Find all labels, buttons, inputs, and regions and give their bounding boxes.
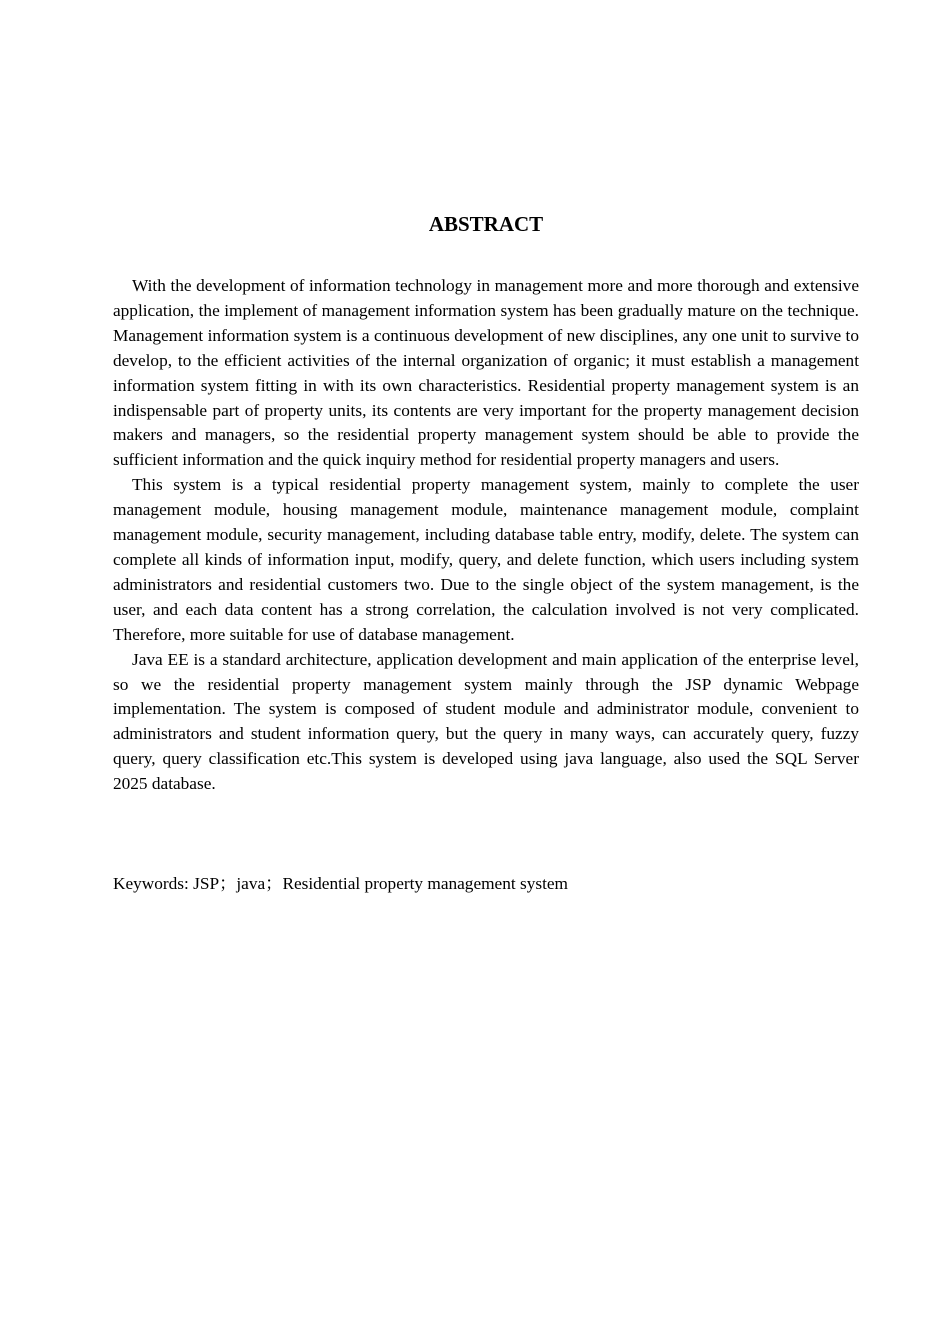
abstract-paragraph-2: This system is a typical residential property management system, mainly to complete the user management module, housing management module, maintenance management module, complaint management module, security management, including database table entry, modify, delete. The system can complete all kinds of information input, modify, query, and delete function, which users including system administrators and residential customers two. Due to the single object of the system management, is the user, and each data content has a strong correlation, the calculation involved is not very complicated. Therefore, more suitable for use of database management. (113, 475, 859, 644)
keywords-line: Keywords: JSP；java；Residential property management system (113, 874, 568, 893)
abstract-body (113, 274, 859, 797)
abstract-paragraph-1: With the development of information technology in management more and more thorough and extensive application, the implement of management information system has been gradually mature on the technique. Management information system is a continuous development of new disciplines, any one unit to survive to develop, to the efficient activities of the internal organization of organic; it must establish a management information system fitting in with its own characteristics. Residential property management system is an indispensable part of property units, its contents are very important for the property management decision makers and managers, so the residential property management system should be able to provide the sufficient information and the quick inquiry method for residential property managers and users. (113, 276, 859, 470)
abstract-paragraph-3: Java EE is a standard architecture, application development and main application of the enterprise level, so we the residential property management system mainly through the JSP dynamic Webpage implementation. The system is composed of student module and administrator module, convenient to administrators and student information query, but the query in many ways, can accurately query, fuzzy query, query classification etc.This system is developed using java language, also used the SQL Server 2025 database. (113, 649, 859, 794)
abstract-title: ABSTRACT (428, 212, 544, 236)
